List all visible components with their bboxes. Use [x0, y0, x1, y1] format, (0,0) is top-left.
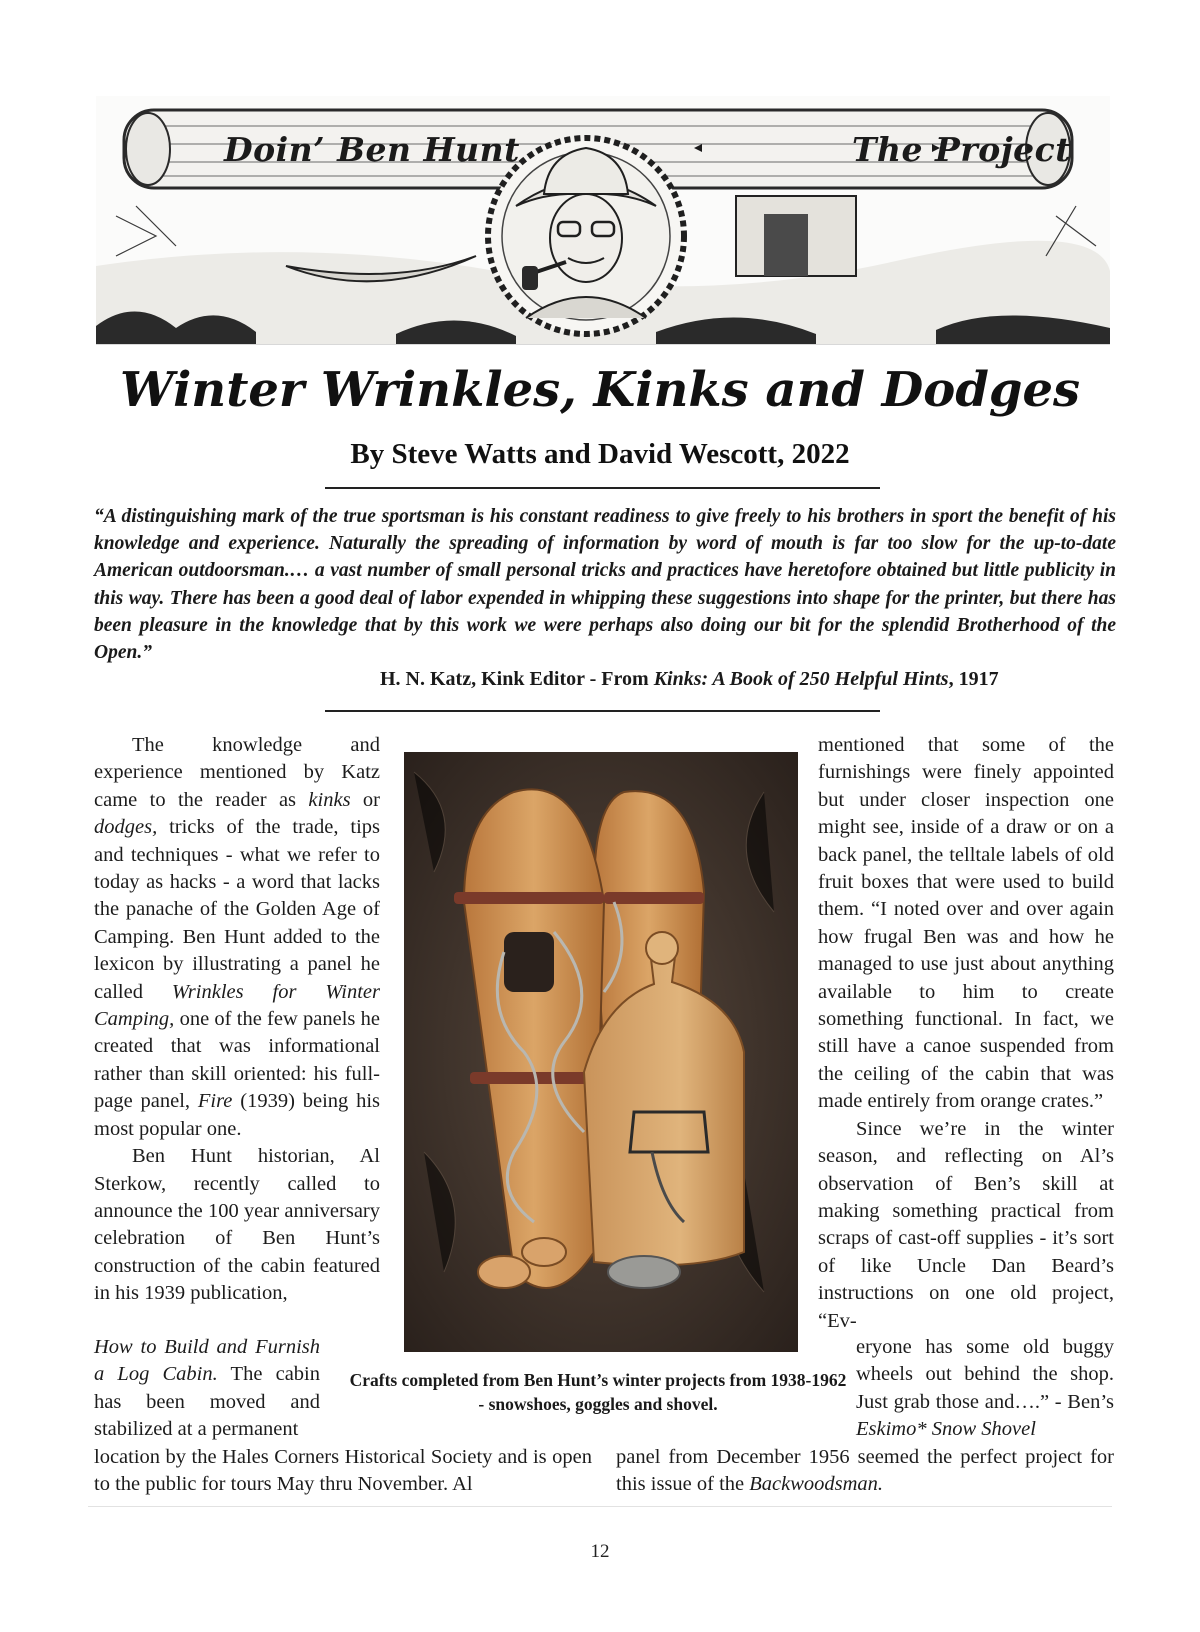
snowshoes-goggles-shovel-image: [404, 752, 798, 1352]
divider: [325, 487, 880, 489]
left-column-continued: [94, 1334, 320, 1444]
header-banner: [96, 96, 1110, 345]
attribution-prefix: H. N. Katz, Kink Editor - From: [380, 668, 654, 690]
footer-divider: [88, 1506, 1112, 1507]
paragraph: location by the Hales Corners Historical Society and is open to the public for tours May thru November. Al: [94, 1446, 592, 1496]
text-run: The cabin has been moved and stabilized at a permanent: [94, 1363, 320, 1441]
right-column-continued: [856, 1334, 1114, 1444]
text-run: tricks of the trade, tips and techniques - what we refer to today as hacks - a word that lacks the panache of the Golden Age of Camping. Ben Hunt added to the lexicon by illustrating a panel he called: [94, 816, 380, 1003]
attribution-book: Kinks: A Book of 250 Helpful Hints: [653, 668, 949, 690]
text-run: (1939) being his most popular one.: [94, 1090, 381, 1140]
page-number: 12: [590, 1541, 610, 1562]
text-run: Fire: [197, 1090, 233, 1113]
banner-right-title: The Project: [852, 130, 1072, 169]
paragraph: [616, 1444, 1114, 1499]
text-run: dodges,: [94, 816, 158, 839]
crafts-photo: [404, 752, 798, 1352]
text-run: eryone has some old buggy wheels out behind the shop. Just grab those and….” - Ben’s: [856, 1336, 1114, 1413]
epigraph-quote: “A distinguishing mark of the true sportsman is his constant readiness to give freely to his brothers in sport the benefit of his knowledge and experience. Naturally the spreading of information by word of mouth is far too slow for the up-to-date American outdoorsman.… a vast number of small personal tricks and practices have heretofore obtained but little publicity in this way. There has been a good deal of labor expended in whipping these suggestions into shape for the printer, but there has been pleasure in the knowledge that by this work we were perhaps also doing our bit for the splendid Brotherhood of the Open.”: [94, 506, 1116, 664]
banner-left-title: Doin’ Ben Hunt: [224, 130, 520, 169]
text-run: one of the few panels he created that was informational rather than skill oriented: his full-page panel,: [94, 1008, 380, 1113]
left-column: [94, 732, 380, 1308]
book-title: How to Build and Furnish a Log Cabin.: [94, 1336, 320, 1386]
attribution-suffix: , 1917: [948, 668, 999, 690]
text-run: or: [350, 788, 381, 811]
right-column: [818, 732, 1114, 1335]
text-run: kinks: [308, 788, 351, 811]
text-run: The knowledge and experience mentioned by Katz came to the reader as: [94, 734, 380, 811]
photo-caption: Crafts completed from Ben Hunt’s winter projects from 1938-1962 - snowshoes, goggles and shovel.: [349, 1370, 847, 1414]
quote-attribution: [380, 668, 1060, 691]
text-run: Wrinkles for Winter Camping,: [94, 980, 380, 1031]
paragraph: Since we’re in the winter season, and reflecting on Al’s observation of Ben’s skill at making something practical from scraps of cast-off supplies - it’s sort of like Uncle Dan Beard’s instructions on one old project, “Ev-: [818, 1117, 1114, 1332]
magazine-title: Backwoodsman.: [749, 1473, 884, 1496]
bottom-right-text: [616, 1444, 1114, 1499]
paragraph: [94, 732, 380, 1143]
paragraph: Ben Hunt historian, Al Sterkow, recently called to announce the 100 year anniversary celebration of Ben Hunt’s construction of the cabin featured in his 1939 publication,: [94, 1145, 380, 1305]
panel-title: Eskimo* Snow Shovel: [856, 1418, 1036, 1441]
article-title: Winter Wrinkles, Kinks and Dodges: [120, 362, 1080, 418]
divider: [325, 710, 880, 712]
bottom-left-text: [94, 1444, 592, 1499]
paragraph: [856, 1334, 1114, 1444]
paragraph: mentioned that some of the furnishings were finely appointed but under closer inspection one might see, inside of a draw or on a back panel, the telltale labels of old fruit boxes that were used to build them. “I noted over and over again how frugal Ben was and how he managed to use just about anything available to him to create something functional. In fact, we still have a canoe suspended from the ceiling of the cabin that was made entirely from orange crates.”: [818, 734, 1114, 1113]
paragraph: [94, 1334, 320, 1444]
article-byline: By Steve Watts and David Wescott, 2022: [350, 438, 850, 470]
text-run: panel from December 1956 seemed the perfect project for this issue of the: [616, 1446, 1114, 1496]
